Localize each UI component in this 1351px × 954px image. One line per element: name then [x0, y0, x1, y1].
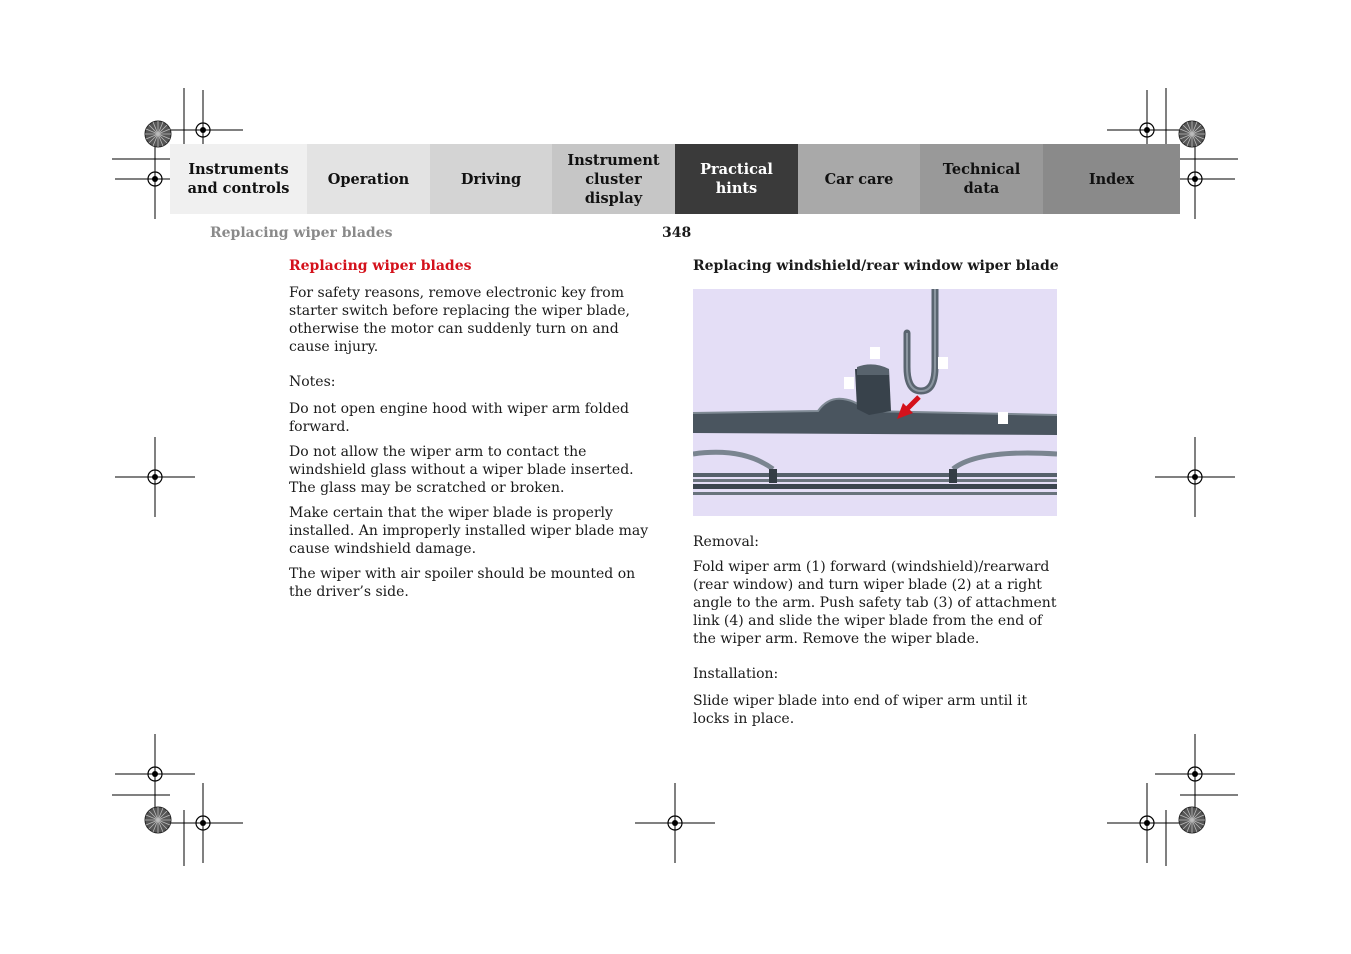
removal-label: Removal:: [693, 534, 759, 550]
wiper-blade-illustration: [693, 289, 1057, 516]
tab-index[interactable]: Index: [1043, 144, 1180, 214]
tab-instrument-cluster-display[interactable]: Instrument cluster display: [552, 144, 675, 214]
tab-driving[interactable]: Driving: [430, 144, 552, 214]
tab-practical-hints[interactable]: Practical hints: [675, 144, 798, 214]
running-title: Replacing wiper blades: [210, 225, 393, 241]
note-item: Do not open engine hood with wiper arm folded forward.: [289, 401, 630, 435]
warning-text: For safety reasons, remove electronic key from starter switch before replacing the wiper blade, otherwise the motor can suddenly turn on and cause injury.: [289, 285, 630, 355]
notes-label: Notes:: [289, 374, 336, 390]
note-item: Make certain that the wiper blade is properly installed. An improperly installed wiper blade may cause windshield damage.: [289, 505, 649, 557]
tab-instruments-and-controls[interactable]: Instruments and controls: [170, 144, 307, 214]
tab-car-care[interactable]: Car care: [798, 144, 920, 214]
left-column: [289, 257, 661, 608]
right-column: [693, 257, 1059, 735]
note-item: Do not allow the wiper arm to contact the windshield glass without a wiper blade inserted. The glass may be scratched or broken.: [289, 444, 634, 496]
tab-operation[interactable]: Operation: [307, 144, 430, 214]
section-nav: [170, 144, 1180, 214]
removal-text: Fold wiper arm (1) forward (windshield)/rearward (rear window) and turn wiper blade (2) at a right angle to the arm. Push safety tab (3) of attachment link (4) and slide the wiper blade from the end of the wiper arm. Remove the wiper blade.: [693, 559, 1057, 647]
tab-technical-data[interactable]: Technical data: [920, 144, 1043, 214]
subsection-heading: Replacing windshield/rear window wiper blade: [693, 258, 1059, 274]
page-number: 348: [662, 225, 692, 241]
section-heading: Replacing wiper blades: [289, 258, 472, 274]
installation-text: Slide wiper blade into end of wiper arm until it locks in place.: [693, 693, 1028, 727]
installation-label: Installation:: [693, 666, 779, 682]
note-item: The wiper with air spoiler should be mounted on the driver’s side.: [289, 566, 636, 600]
